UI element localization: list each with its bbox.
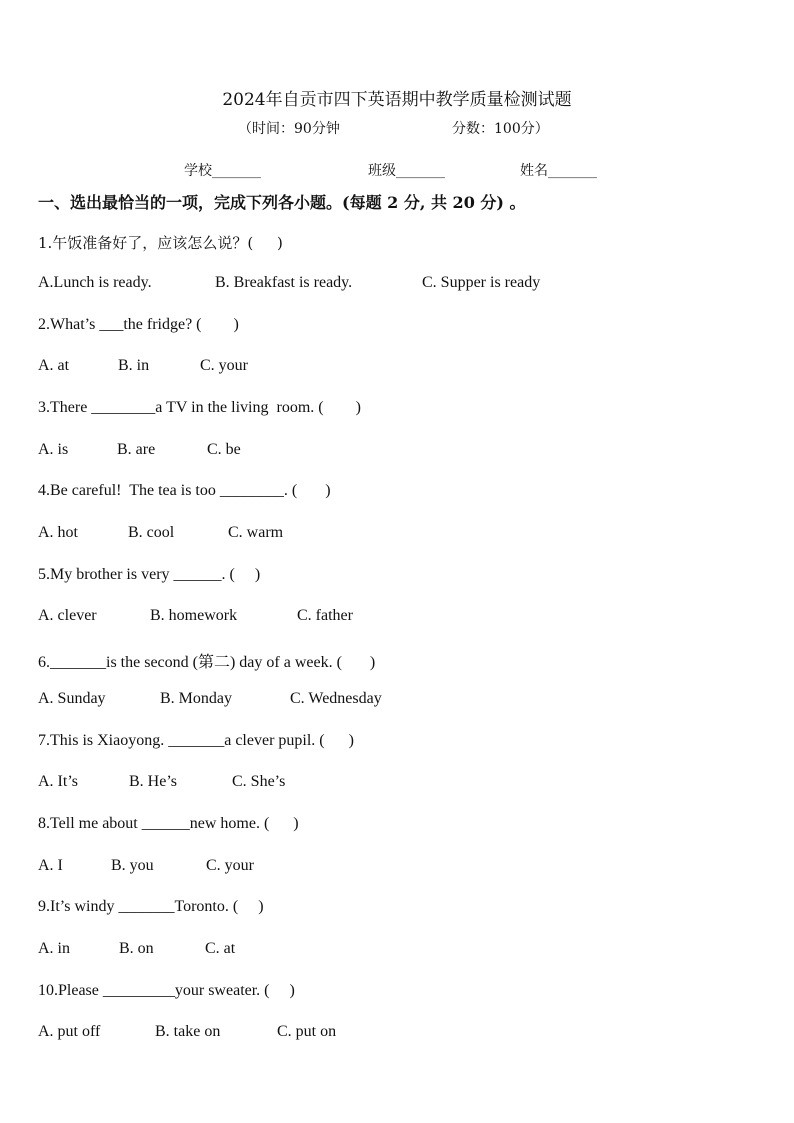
question-options [38, 274, 540, 292]
option-b[interactable]: B. you [111, 857, 154, 874]
option-b[interactable]: B. take on [155, 1023, 221, 1040]
option-c[interactable]: C. She’s [232, 773, 286, 790]
option-c[interactable]: C. warm [228, 524, 284, 541]
question-stem: 1.午饭准备好了，应该怎么说？( ) [38, 234, 283, 252]
total-score: 分数：100分） [452, 121, 549, 137]
option-b[interactable]: B. are [117, 441, 156, 458]
question-stem: 2.What’s ___the fridge? ( ) [38, 316, 239, 333]
question-options [38, 857, 254, 875]
question-options [38, 773, 285, 791]
question-options [38, 940, 235, 958]
section-heading: 一、选出最恰当的一项，完成下列各小题。(每题 2 分, 共 20 分) 。 [38, 193, 526, 212]
option-a[interactable]: A. put off [38, 1023, 101, 1040]
option-b[interactable]: B. homework [150, 607, 238, 624]
question-options [38, 357, 248, 375]
option-c[interactable]: C. put on [277, 1023, 337, 1040]
question-stem: 6._______is the second (第二) day of a week. ( ) [38, 654, 376, 671]
option-a[interactable]: A. at [38, 357, 70, 374]
option-a[interactable]: A. It’s [38, 773, 78, 790]
option-a[interactable]: A.Lunch is ready. [38, 274, 152, 291]
question-options [38, 524, 283, 542]
question-stem: 8.Tell me about ______new home. ( ) [38, 815, 299, 832]
option-b[interactable]: B. cool [128, 524, 175, 541]
question-stem: 10.Please _________your sweater. ( ) [38, 982, 295, 999]
question-stem: 9.It’s windy _______Toronto. ( ) [38, 898, 264, 915]
option-b[interactable]: B. Monday [160, 690, 232, 707]
question-stem: 4.Be careful! The tea is too ________. ( ) [38, 482, 331, 499]
class-field[interactable]: 班级_______ [368, 163, 445, 179]
name-field[interactable]: 姓名_______ [520, 163, 597, 179]
option-a[interactable]: A. I [38, 857, 63, 874]
option-c[interactable]: C. father [297, 607, 353, 624]
school-field[interactable]: 学校_______ [184, 163, 261, 179]
option-c[interactable]: C. Supper is ready [422, 274, 541, 291]
option-c[interactable]: C. your [200, 357, 248, 374]
option-b[interactable]: B. on [119, 940, 154, 957]
option-a[interactable]: A. hot [38, 524, 78, 541]
option-c[interactable]: C. at [205, 940, 236, 957]
option-a[interactable]: A. Sunday [38, 690, 106, 707]
option-b[interactable]: B. He’s [129, 773, 177, 790]
time-limit: （时间：90分钟 [238, 121, 340, 137]
question-stem: 5.My brother is very ______. ( ) [38, 566, 261, 583]
question-stem: 7.This is Xiaoyong. _______a clever pupil. ( ) [38, 732, 354, 749]
option-b[interactable]: B. in [118, 357, 150, 374]
option-a[interactable]: A. clever [38, 607, 97, 624]
option-a[interactable]: A. is [38, 441, 69, 458]
option-a[interactable]: A. in [38, 940, 70, 957]
option-c[interactable]: C. Wednesday [290, 690, 382, 707]
question-stem: 3.There ________a TV in the living room. ( ) [38, 399, 361, 416]
question-options [38, 1023, 336, 1041]
option-c[interactable]: C. your [206, 857, 254, 874]
option-c[interactable]: C. be [207, 441, 241, 458]
option-b[interactable]: B. Breakfast is ready. [215, 274, 353, 291]
page-title: 2024年自贡市四下英语期中教学质量检测试题 [222, 90, 572, 110]
question-options [38, 607, 353, 625]
question-options [38, 690, 382, 708]
question-options [38, 441, 241, 459]
